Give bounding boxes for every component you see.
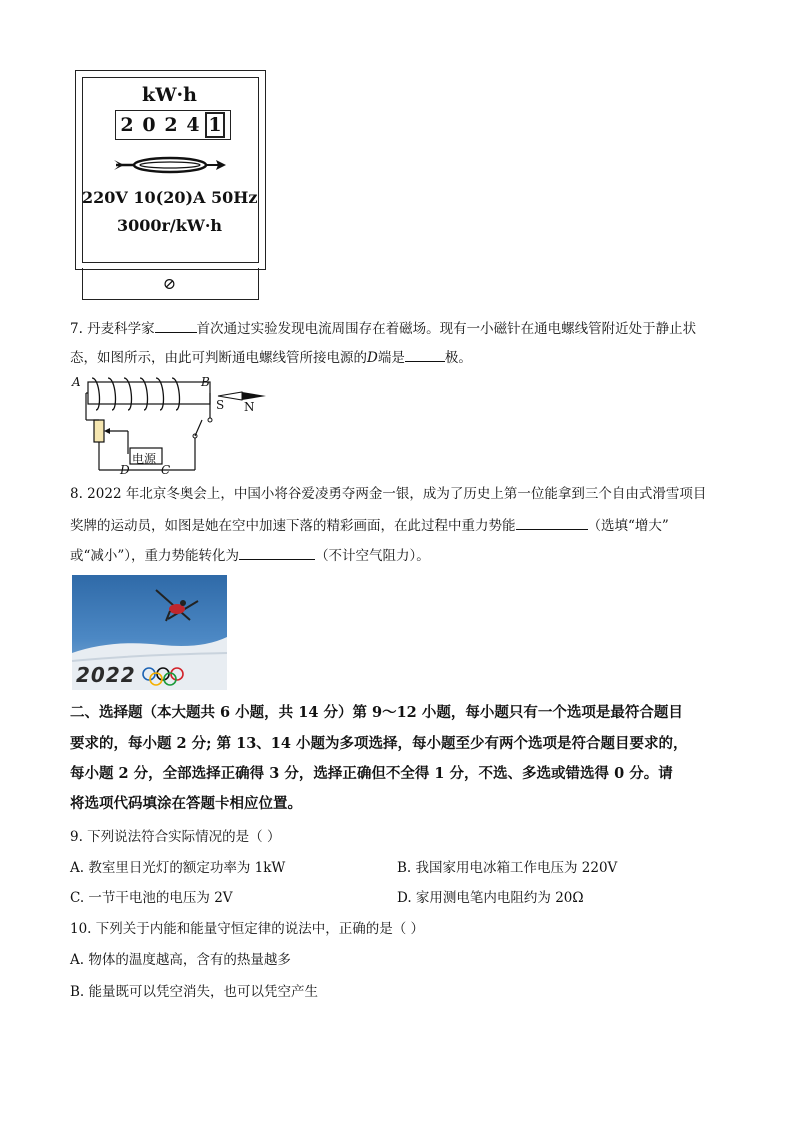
q8-text: 奖牌的运动员，如图是她在空中加速下落的精彩画面，在此过程中重力势能 bbox=[70, 518, 516, 534]
needle-N-label: N bbox=[244, 400, 255, 414]
meter-base-symbol: ⊘ bbox=[162, 274, 177, 293]
label-C: C bbox=[161, 463, 171, 477]
q10-option-a[interactable]: A. 物体的温度越高，含有的热量越多 bbox=[70, 952, 291, 968]
q9-option-b[interactable]: B. 我国家用电冰箱工作电压为 220V bbox=[397, 860, 618, 876]
q9-stem: 9. 下列说法符合实际情况的是（ ） bbox=[70, 829, 281, 845]
label-B: B bbox=[201, 375, 210, 389]
q7-text: 态，如图所示，由此可判断通电螺线管所接电源的 bbox=[70, 350, 367, 366]
q8-line1: 8. 2022 年北京冬奥会上，中国小将谷爱凌勇夺两金一银，成为了历史上第一位能拿到三个自由式滑雪项目 bbox=[70, 486, 707, 502]
meter-digit-decimal: 1 bbox=[205, 112, 225, 138]
needle-S-label: S bbox=[216, 398, 225, 412]
q7-text: 极。 bbox=[444, 350, 472, 366]
q9-option-a[interactable]: A. 教室里日光灯的额定功率为 1kW bbox=[70, 860, 286, 876]
q9-option-c[interactable]: C. 一节干电池的电压为 2V bbox=[70, 890, 233, 906]
q7-var-D: D bbox=[367, 350, 378, 366]
label-A: A bbox=[72, 375, 81, 389]
skier-photo bbox=[72, 575, 227, 690]
meter-rating: 220V 10(20)A 50Hz bbox=[82, 188, 258, 207]
meter-digit: 4 bbox=[186, 114, 200, 136]
q8-text: （不计空气阻力）。 bbox=[315, 548, 430, 564]
section2-line2: 要求的，每小题 2 分; 第 13、14 小题为多项选择，每小题至少有两个选项是符合题目要求的， bbox=[70, 735, 688, 752]
meter-constant: 3000r/kW·h bbox=[116, 216, 223, 235]
q8-text: （选填“增大” bbox=[587, 518, 669, 534]
section2-line1: 二、选择题（本大题共 6 小题，共 14 分）第 9～12 小题，每小题只有一个选项是最符合题目 bbox=[70, 704, 683, 721]
meter-unit: kW·h bbox=[142, 84, 197, 106]
q8-blank-2[interactable] bbox=[239, 545, 315, 560]
meter-digit: 2 bbox=[120, 114, 134, 136]
q7-line2 bbox=[70, 347, 472, 368]
q7-text: 首次通过实验发现电流周围存在着磁场。现有一小磁针在通电螺线管附近处于静止状 bbox=[196, 321, 697, 337]
power-source-label: 电源 bbox=[132, 452, 157, 466]
q8-line3 bbox=[70, 545, 430, 566]
q8-text: 或“减小”），重力势能转化为 bbox=[70, 548, 240, 564]
q7-line1 bbox=[70, 318, 696, 339]
q10-stem: 10. 下列关于内能和能量守恒定律的说法中，正确的是（ ） bbox=[70, 921, 425, 937]
q9-option-d[interactable]: D. 家用测电笔内电阻约为 20Ω bbox=[397, 890, 584, 906]
q8-line2 bbox=[70, 515, 669, 536]
photo-year-text: 2022 bbox=[76, 663, 136, 687]
q7-text: 7. 丹麦科学家 bbox=[70, 321, 155, 337]
q7-blank-pole[interactable] bbox=[405, 347, 445, 362]
meter-digit: 2 bbox=[164, 114, 178, 136]
meter-digit: 0 bbox=[142, 114, 156, 136]
q8-blank-1[interactable] bbox=[516, 515, 588, 530]
meter-digit-frame bbox=[115, 110, 231, 140]
section2-line4: 将选项代码填涂在答题卡相应位置。 bbox=[70, 795, 302, 812]
section2-line3: 每小题 2 分，全部选择正确得 3 分，选择正确但不全得 1 分，不选、多选或错选得 0 分。请 bbox=[70, 765, 673, 782]
q10-option-b[interactable]: B. 能量既可以凭空消失，也可以凭空产生 bbox=[70, 984, 319, 1000]
label-D: D bbox=[120, 463, 130, 477]
q7-text: 端是 bbox=[377, 350, 405, 366]
q7-blank-scientist[interactable] bbox=[155, 318, 197, 333]
meter-disc-icon bbox=[112, 152, 228, 178]
